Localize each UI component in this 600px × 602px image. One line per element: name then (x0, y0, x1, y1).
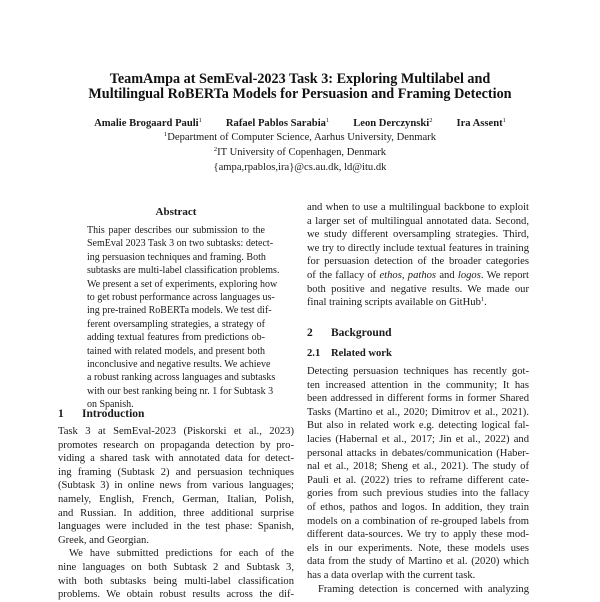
body-line: we study different oversampling strategies. Third, (307, 229, 529, 241)
body-line: for persuasion detection of the broader categories (307, 256, 529, 268)
abstract-line: on Spanish. (87, 399, 134, 411)
body-line: Greek, and Georgian. (58, 534, 149, 546)
body-line: has a data overlap with the current task. (307, 569, 476, 581)
body-line: a larger set of multilingual annotated data. Second, (307, 215, 529, 227)
subsection-heading-related-work: 2.1 Related work (307, 348, 392, 359)
body-line: Framing detection is concerned with analyzing (318, 583, 529, 595)
body-line: of the fallacy of ethos, pathos and logos. We report (307, 269, 529, 281)
abstract-line: with our best ranking being nr. 1 for Subtask 3 (87, 385, 274, 397)
body-line: languages were included in the test phase: Spanish, (58, 521, 294, 533)
body-line: namely, English, French, German, Italian, Polish, (58, 493, 294, 505)
body-line: gories from such previous studies into the fallacy (307, 488, 529, 500)
author: Amalie Brogaard Pauli$^1$ (94, 117, 202, 129)
body-line: final training scripts available on GitHub$^1$. (307, 296, 487, 309)
body-line: different data-sources. We try to apply these mod- (307, 529, 529, 541)
body-line: ten increased attention in the community; It has (307, 379, 529, 391)
affiliation: $^2$IT University of Copenhagen, Denmark (213, 145, 387, 158)
paper-title (40, 72, 560, 101)
author: Rafael Pablos Sarabia$^1$ (225, 117, 330, 129)
body-line: els in our experiments. Note, these models uses (307, 542, 529, 554)
body-line: Detecting persuasion techniques has recently got- (307, 366, 529, 377)
body-line: been addressed in different forms in former Shared (307, 393, 529, 405)
section-heading-introduction: 1 Introduction (58, 408, 145, 420)
body-line: Task 3 at SemEval-2023 (Piskorski et al., 2023) (58, 426, 294, 437)
body-line: and when to use a multilingual backbone to exploit (307, 202, 529, 213)
term-logos: logos (457, 269, 481, 281)
abstract-line: subtasks are multi-label classification problems. (87, 265, 280, 277)
body-line: ing framing (Subtask 2) and persuasion techniques (58, 466, 294, 478)
body-line: Pauli et al. (2022) tries to reframe different cate- (307, 474, 529, 486)
title-line-1: TeamAmpa at SemEval-2023 Task 3: Exploring Multilabel and (109, 71, 491, 87)
author-list (40, 117, 560, 130)
abstract-body (87, 224, 280, 412)
abstract-line: to get robust performance across languages us- (87, 292, 275, 304)
author: Leon Derczynski$^2$ (353, 117, 433, 129)
abstract-heading: Abstract (155, 206, 197, 218)
term-ethos: ethos (379, 269, 402, 281)
abstract-line: SemEval 2023 Task 3 on two subtasks: detect- (87, 238, 274, 250)
abstract-line: ing pre-trained RoBERTa models. We test dif- (87, 305, 272, 317)
body-line: nal et al., 2018; Sheng et al., 2021). The study of (307, 461, 529, 473)
abstract-line: This paper describes our submission to the (87, 225, 265, 236)
body-line: personal attacks in debates/communication (Haber- (307, 447, 529, 459)
body-line: both positive and negative results. We made our (307, 283, 529, 295)
abstract-line: ferent oversampling strategies, a strategy of (87, 318, 265, 330)
title-line-2: Multilingual RoBERTa Models for Persuasion and Framing Detection (88, 85, 512, 102)
body-line: of ethos, pathos and logos. In addition, they train (307, 501, 529, 513)
body-line: lacies (Habernal et al., 2017; Jin et al., 2022) and (307, 433, 529, 445)
abstract-line: a robust ranking across languages and subtasks (87, 372, 276, 384)
body-line: models on a combination of re-grouped labels from (307, 515, 529, 527)
section-heading-background: 2 Background (307, 327, 392, 339)
body-line: But also in related work e.g. detecting logical fal- (307, 420, 529, 432)
introduction-continuation (307, 201, 529, 310)
author-emails: {ampa,rpablos,ira}@cs.au.dk, ld@itu.dk (213, 161, 387, 173)
affiliation-list (40, 131, 560, 175)
abstract-line: tained with related models, and present both (87, 345, 265, 357)
affiliation: $^1$Department of Computer Science, Aarhus University, Denmark (163, 131, 437, 143)
body-line: We have submitted predictions for each of the (69, 548, 294, 560)
body-line: and Russian. In addition, three additional surprise (58, 507, 294, 519)
body-line: problems. We obtain robust results across the dif- (58, 589, 294, 601)
abstract-line: ing persuasion techniques and framing. Both (87, 251, 266, 263)
body-line: data from the study of Martino et al. (2020) which (307, 556, 529, 568)
body-line: we try to directly include textual features in training (307, 242, 529, 254)
author: Ira Assent$^1$ (456, 117, 506, 129)
footnote-mark[interactable]: 1 (480, 296, 485, 304)
abstract-line: We present a set of experiments, exploring how (87, 278, 278, 290)
body-line: promotes research on propaganda detection by pro- (58, 439, 294, 451)
body-line: viding a shared task with annotated data for detect- (58, 453, 294, 465)
term-pathos: pathos (407, 269, 437, 281)
related-work-body (307, 365, 529, 596)
body-line: with both subtasks being multi-label classification (58, 575, 294, 587)
introduction-body (58, 425, 294, 602)
abstract-line: inconclusive and negative results. We achieve (87, 359, 271, 371)
body-line: Tasks (Martino et al., 2020; Dimitrov et al., 2021). (307, 406, 529, 418)
body-line: nine languages on both Subtask 2 and Subtask 3, (58, 561, 294, 573)
abstract-line: adding textual features from predictions ob- (87, 332, 265, 344)
body-line: (Subtask 3) in online news from various languages; (58, 480, 294, 492)
